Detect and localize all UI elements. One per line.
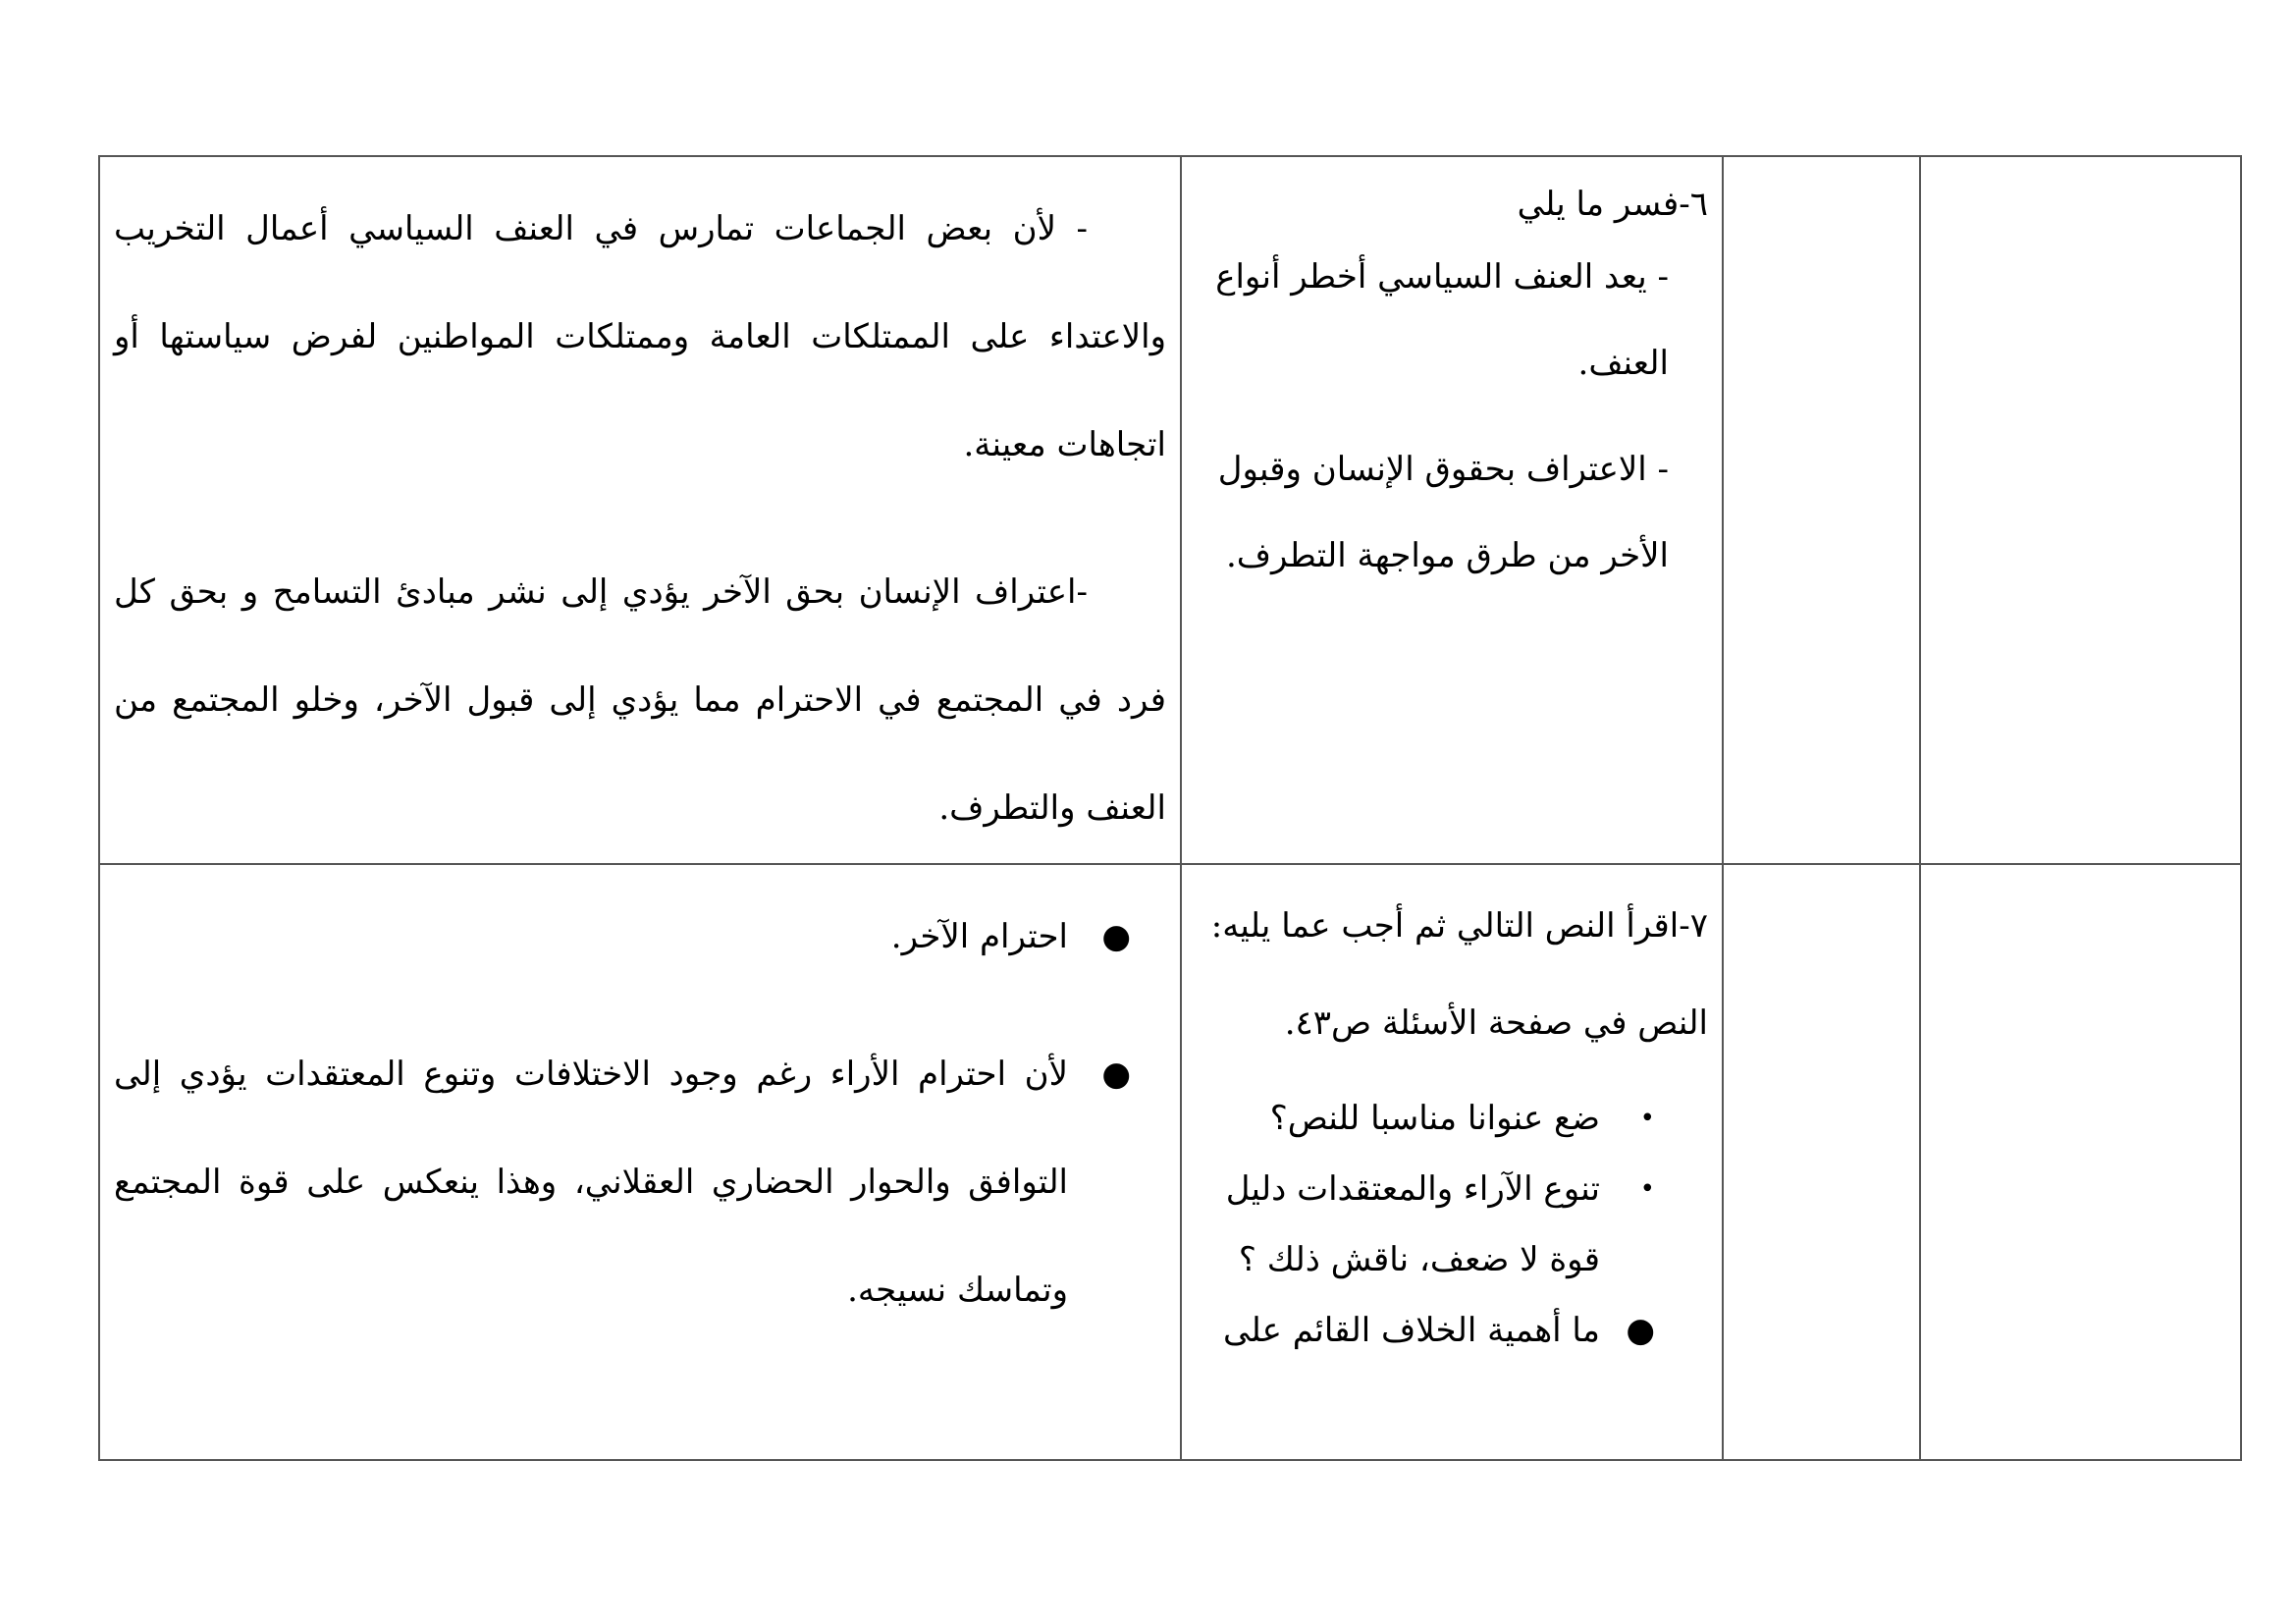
bullet-icon: • xyxy=(1639,1174,1655,1204)
list-item: ● لأن احترام الأراء رغم وجود الاختلافات وتنوع المعتقدات يؤدي إلى التوافق والحوار الحضاري العقلاني، وهذا ينعكس على قوة المجتمع وتماسك نسيجه. xyxy=(114,1020,1068,1344)
question-source: النص في صفحة الأسئلة ص٤٣. xyxy=(1284,1003,1708,1043)
list-item: ● ما أهمية الخلاف القائم على xyxy=(1192,1295,1600,1366)
question-item: - الاعتراف بحقوق الإنسان وقبول الأخر من طرق مواجهة التطرف. xyxy=(1217,450,1669,575)
question-list xyxy=(1192,1083,1708,1366)
bullet-icon: ● xyxy=(1101,917,1131,956)
row1-number-cell xyxy=(1919,157,2240,865)
list-item: ● احترام الآخر. xyxy=(114,883,1068,991)
row2-number-cell xyxy=(1919,865,2240,1459)
bullet-icon: ● xyxy=(1101,1055,1131,1094)
answer-list xyxy=(114,883,1166,1344)
answer-paragraph: - لأن بعض الجماعات تمارس في العنف السياسي أعمال التخريب والاعتداء على الممتلكات العامة وممتلكات المواطنين لفرض سياستها أو اتجاهات معينة. xyxy=(114,209,1166,464)
row2-answer-cell xyxy=(100,865,1180,1459)
list-item: • ضع عنوانا مناسبا للنص؟ xyxy=(1192,1083,1600,1154)
answer-paragraph: -اعتراف الإنسان بحق الآخر يؤدي إلى نشر مبادئ التسامح و بحق كل فرد في المجتمع في الاحترام مما يؤدي إلى قبول الآخر، وخلو المجتمع من العنف والتطرف. xyxy=(114,572,1166,828)
worksheet-table xyxy=(98,155,2242,1461)
question-item: - يعد العنف السياسي أخطر أنواع العنف. xyxy=(1215,257,1669,383)
row2-question-cell xyxy=(1180,865,1722,1459)
question-title: ٧-اقرأ النص التالي ثم أجب عما يليه: xyxy=(1210,906,1708,946)
list-item: • تنوع الآراء والمعتقدات دليل قوة لا ضعف، ناقش ذلك ؟ xyxy=(1192,1154,1600,1295)
question-title: ٦-فسر ما يلي xyxy=(1517,185,1708,224)
row1-question-cell xyxy=(1180,157,1722,865)
row1-answer-cell xyxy=(100,157,1180,865)
bullet-icon: • xyxy=(1639,1104,1655,1133)
row1-mark-cell xyxy=(1722,157,1919,865)
row2-mark-cell xyxy=(1722,865,1919,1459)
bullet-icon: ● xyxy=(1626,1311,1655,1350)
